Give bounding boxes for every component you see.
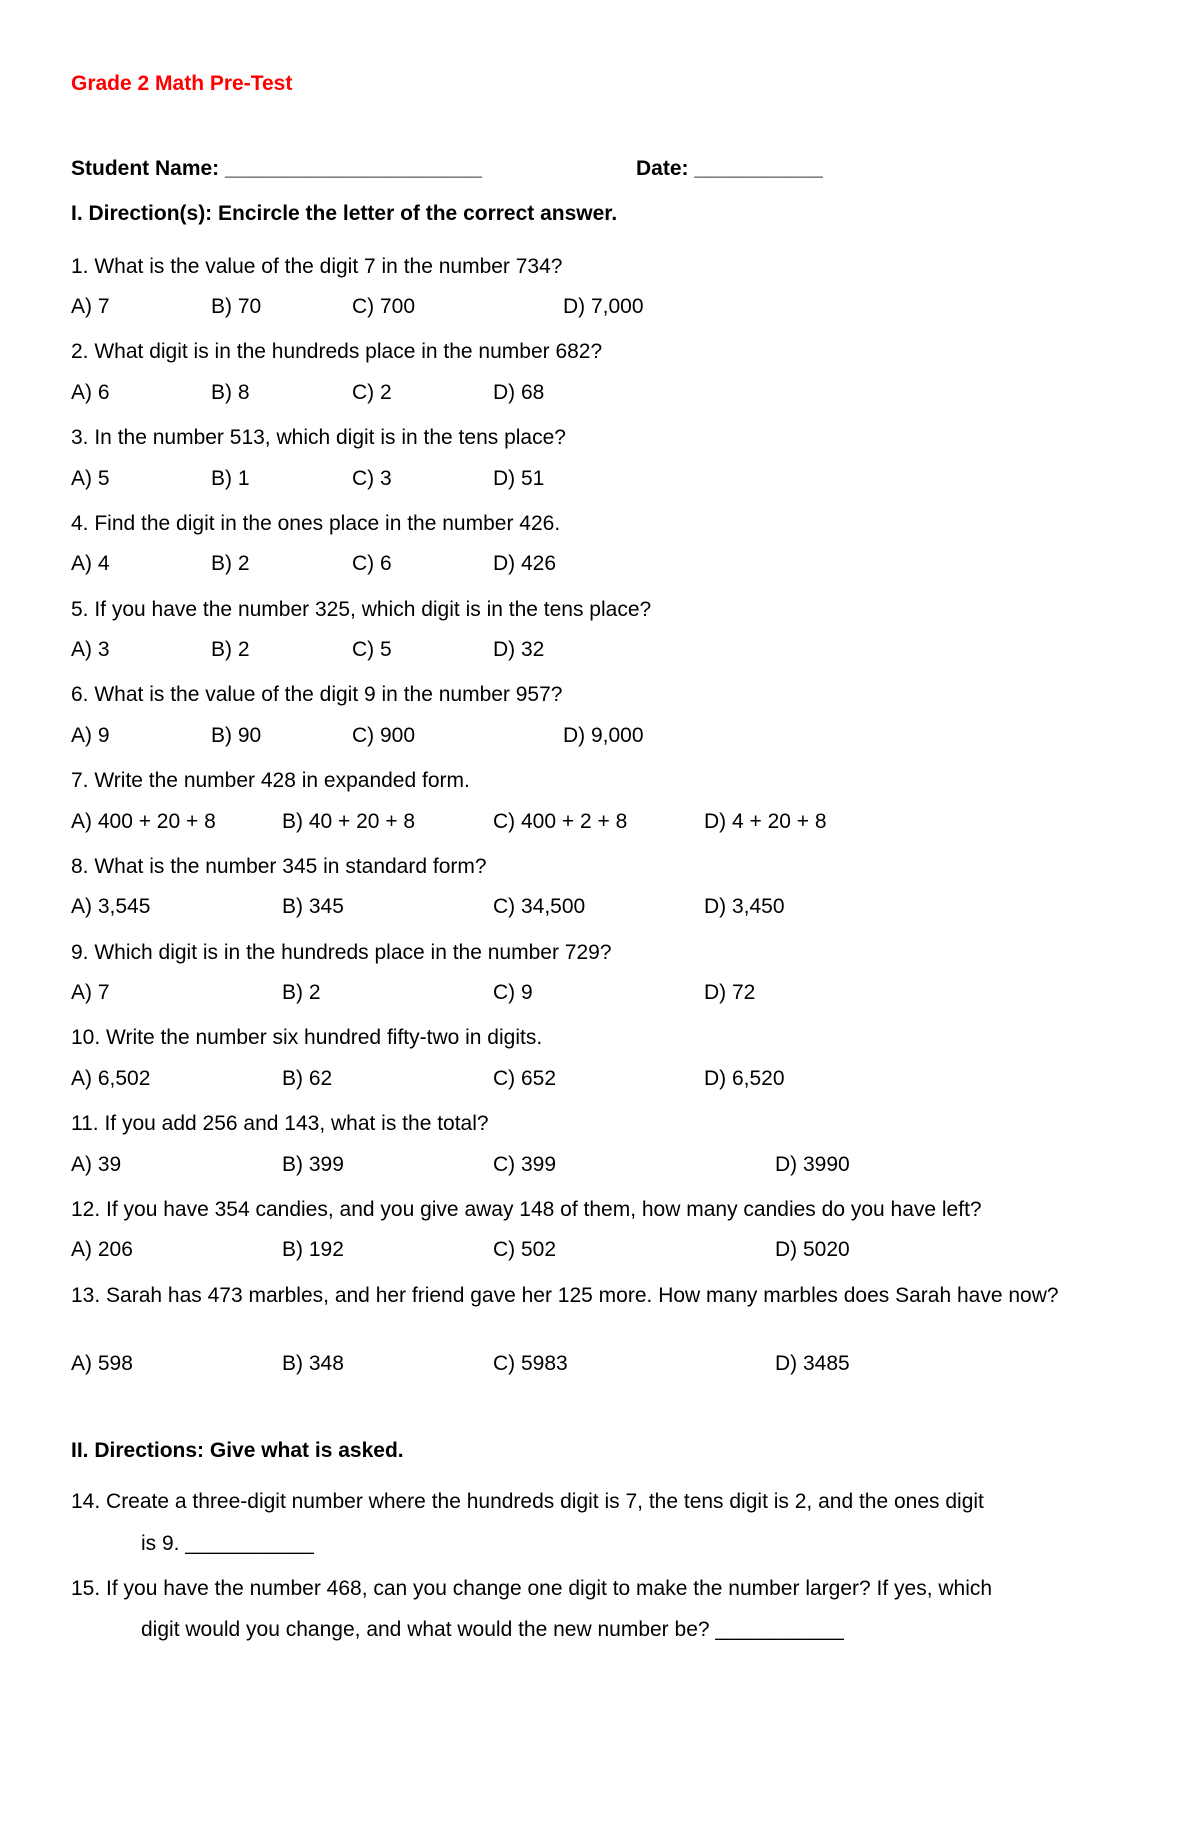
choice-7d[interactable]: D) 4 + 20 + 8	[704, 810, 827, 833]
choice-4a[interactable]: A) 4	[71, 552, 110, 575]
choices-2	[71, 381, 1131, 409]
choices-12	[71, 1238, 1131, 1266]
choice-4b[interactable]: B) 2	[211, 552, 250, 575]
question-6: 6. What is the value of the digit 9 in the number 957?	[71, 683, 563, 706]
choice-2a[interactable]: A) 6	[71, 381, 110, 404]
choice-13b[interactable]: B) 348	[282, 1352, 344, 1375]
choice-7c[interactable]: C) 400 + 2 + 8	[493, 810, 628, 833]
question-12: 12. If you have 354 candies, and you give away 148 of them, how many candies do you have left?	[71, 1198, 982, 1221]
choices-8	[71, 895, 1131, 923]
choice-1d[interactable]: D) 7,000	[563, 295, 644, 318]
question-8: 8. What is the number 345 in standard form?	[71, 855, 487, 878]
choices-9	[71, 981, 1131, 1009]
question-3: 3. In the number 513, which digit is in the tens place?	[71, 426, 566, 449]
question-14: 14. Create a three-digit number where the hundreds digit is 7, the tens digit is 2, and the ones digit	[71, 1490, 984, 1513]
choices-4	[71, 552, 1131, 580]
choices-6	[71, 724, 1131, 752]
date-field[interactable]: Date: ___________	[636, 157, 823, 180]
choice-11d[interactable]: D) 3990	[775, 1153, 850, 1176]
choice-9d[interactable]: D) 72	[704, 981, 756, 1004]
choice-5c[interactable]: C) 5	[352, 638, 392, 661]
choice-2d[interactable]: D) 68	[493, 381, 545, 404]
question-9: 9. Which digit is in the hundreds place in the number 729?	[71, 941, 612, 964]
choice-13a[interactable]: A) 598	[71, 1352, 133, 1375]
question-5: 5. If you have the number 325, which digit is in the tens place?	[71, 598, 652, 621]
choice-10d[interactable]: D) 6,520	[704, 1067, 785, 1090]
choice-12c[interactable]: C) 502	[493, 1238, 557, 1261]
choice-1a[interactable]: A) 7	[71, 295, 110, 318]
choice-13d[interactable]: D) 3485	[775, 1352, 850, 1375]
choice-8a[interactable]: A) 3,545	[71, 895, 151, 918]
question-10: 10. Write the number six hundred fifty-two in digits.	[71, 1026, 543, 1049]
choices-1	[71, 295, 1131, 323]
choice-6d[interactable]: D) 9,000	[563, 724, 644, 747]
choice-9b[interactable]: B) 2	[282, 981, 321, 1004]
choice-7b[interactable]: B) 40 + 20 + 8	[282, 810, 416, 833]
choice-8c[interactable]: C) 34,500	[493, 895, 586, 918]
choice-9c[interactable]: C) 9	[493, 981, 533, 1004]
choices-7	[71, 810, 1131, 838]
student-info-row	[71, 157, 1131, 181]
choices-10	[71, 1067, 1131, 1095]
choices-3	[71, 467, 1131, 495]
choice-8d[interactable]: D) 3,450	[704, 895, 785, 918]
choice-13c[interactable]: C) 5983	[493, 1352, 568, 1375]
choice-1c[interactable]: C) 700	[352, 295, 416, 318]
choice-3b[interactable]: B) 1	[211, 467, 250, 490]
choices-5	[71, 638, 1131, 666]
choice-3a[interactable]: A) 5	[71, 467, 110, 490]
question-4: 4. Find the digit in the ones place in the number 426.	[71, 512, 561, 535]
section-2-heading: II. Directions: Give what is asked.	[71, 1439, 404, 1462]
question-11: 11. If you add 256 and 143, what is the total?	[71, 1112, 489, 1135]
choice-10c[interactable]: C) 652	[493, 1067, 557, 1090]
question-15-answer-line[interactable]: digit would you change, and what would the new number be? ___________	[141, 1618, 844, 1641]
question-14-answer-line[interactable]: is 9. ___________	[141, 1532, 314, 1555]
choice-4c[interactable]: C) 6	[352, 552, 392, 575]
question-7: 7. Write the number 428 in expanded form.	[71, 769, 470, 792]
question-1: 1. What is the value of the digit 7 in the number 734?	[71, 255, 563, 278]
choice-2b[interactable]: B) 8	[211, 381, 250, 404]
choice-7a[interactable]: A) 400 + 20 + 8	[71, 810, 216, 833]
student-name-field[interactable]: Student Name: ______________________	[71, 157, 482, 180]
choice-3d[interactable]: D) 51	[493, 467, 545, 490]
choice-3c[interactable]: C) 3	[352, 467, 392, 490]
choices-13	[71, 1352, 1131, 1380]
page-title: Grade 2 Math Pre-Test	[71, 72, 293, 95]
choice-1b[interactable]: B) 70	[211, 295, 262, 318]
choice-12d[interactable]: D) 5020	[775, 1238, 850, 1261]
choice-5d[interactable]: D) 32	[493, 638, 545, 661]
choice-5b[interactable]: B) 2	[211, 638, 250, 661]
choice-11c[interactable]: C) 399	[493, 1153, 557, 1176]
choice-2c[interactable]: C) 2	[352, 381, 392, 404]
choice-10b[interactable]: B) 62	[282, 1067, 333, 1090]
choice-6b[interactable]: B) 90	[211, 724, 262, 747]
choice-6c[interactable]: C) 900	[352, 724, 416, 747]
choice-4d[interactable]: D) 426	[493, 552, 557, 575]
choice-9a[interactable]: A) 7	[71, 981, 110, 1004]
choice-5a[interactable]: A) 3	[71, 638, 110, 661]
choice-8b[interactable]: B) 345	[282, 895, 344, 918]
question-15: 15. If you have the number 468, can you change one digit to make the number larger? If yes, which	[71, 1577, 993, 1600]
question-13: 13. Sarah has 473 marbles, and her friend gave her 125 more. How many marbles does Sarah have now?	[71, 1284, 1059, 1307]
choices-11	[71, 1153, 1131, 1181]
choice-11b[interactable]: B) 399	[282, 1153, 344, 1176]
section-1-heading: I. Direction(s): Encircle the letter of the correct answer.	[71, 202, 618, 225]
choice-10a[interactable]: A) 6,502	[71, 1067, 151, 1090]
choice-11a[interactable]: A) 39	[71, 1153, 122, 1176]
choice-6a[interactable]: A) 9	[71, 724, 110, 747]
choice-12b[interactable]: B) 192	[282, 1238, 344, 1261]
question-2: 2. What digit is in the hundreds place in the number 682?	[71, 340, 603, 363]
choice-12a[interactable]: A) 206	[71, 1238, 133, 1261]
